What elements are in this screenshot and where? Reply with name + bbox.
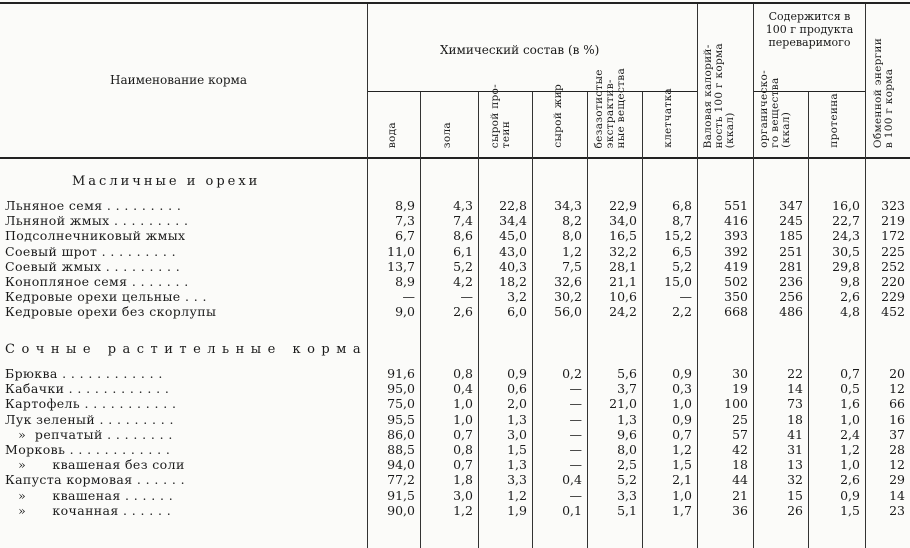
header-crude-fat: сырой жир xyxy=(552,84,564,148)
cell-value: 4,2 xyxy=(453,274,473,290)
cell-value: 86,0 xyxy=(387,426,415,442)
cell-value: 1,3 xyxy=(617,411,637,427)
header-name: Наименование корма xyxy=(110,73,247,87)
cell-value: 73 xyxy=(787,396,803,412)
table-row xyxy=(0,259,910,274)
cell-value: 0,9 xyxy=(672,411,692,427)
feed-name: Картофель . . . . . . . . . . . xyxy=(5,396,177,412)
cell-value: 0,9 xyxy=(507,366,527,382)
cell-value: 323 xyxy=(881,198,905,214)
cell-value: 32,2 xyxy=(609,243,637,259)
header-metabolic-energy: Обменной энергии в 100 г корма xyxy=(872,37,895,148)
cell-value: — xyxy=(569,487,582,503)
cell-value: 1,0 xyxy=(453,411,473,427)
cell-value: 6,7 xyxy=(395,228,415,244)
cell-value: 3,3 xyxy=(507,472,527,488)
cell-value: 1,9 xyxy=(507,502,527,518)
cell-value: 486 xyxy=(779,304,803,320)
cell-value: 44 xyxy=(732,472,748,488)
cell-value: 551 xyxy=(724,198,748,214)
cell-value: 229 xyxy=(881,289,905,305)
cell-value: — xyxy=(402,289,415,305)
cell-value: 1,0 xyxy=(453,396,473,412)
cell-value: 12 xyxy=(889,457,905,473)
cell-value: 0,9 xyxy=(840,487,860,503)
cell-value: 13,7 xyxy=(387,258,415,274)
cell-value: 1,5 xyxy=(507,442,527,458)
cell-value: 8,9 xyxy=(395,274,415,290)
cell-value: 2,1 xyxy=(672,472,692,488)
cell-value: 100 xyxy=(724,396,748,412)
cell-value: 5,6 xyxy=(617,366,637,382)
cell-value: 40,3 xyxy=(499,258,527,274)
cell-value: — xyxy=(569,457,582,473)
cell-value: 14 xyxy=(889,487,905,503)
cell-value: 18,2 xyxy=(499,274,527,290)
cell-value: 393 xyxy=(724,228,748,244)
cell-value: 5,2 xyxy=(672,258,692,274)
cell-value: 0,6 xyxy=(507,381,527,397)
cell-value: 1,0 xyxy=(840,457,860,473)
cell-value: 43,0 xyxy=(499,243,527,259)
cell-value: 11,0 xyxy=(387,243,415,259)
cell-value: 8,9 xyxy=(395,198,415,214)
cell-value: — xyxy=(569,411,582,427)
cell-value: 1,2 xyxy=(672,442,692,458)
cell-value: 1,5 xyxy=(840,502,860,518)
cell-value: 419 xyxy=(724,258,748,274)
cell-value: 5,2 xyxy=(453,258,473,274)
cell-value: 95,5 xyxy=(387,411,415,427)
cell-value: 392 xyxy=(724,243,748,259)
cell-value: 23 xyxy=(889,502,905,518)
header-rule xyxy=(0,157,910,159)
cell-value: 251 xyxy=(779,243,803,259)
section-table xyxy=(0,366,910,518)
cell-value: 9,8 xyxy=(840,274,860,290)
header-crude-protein: сырой про- теин xyxy=(489,83,512,148)
cell-value: 24,2 xyxy=(609,304,637,320)
cell-value: — xyxy=(460,289,473,305)
cell-value: 8,0 xyxy=(617,442,637,458)
cell-value: 219 xyxy=(881,213,905,229)
cell-value: 12 xyxy=(889,381,905,397)
cell-value: 220 xyxy=(881,274,905,290)
header-digestible-organic: органическо- го вещества (ккал) xyxy=(758,70,792,148)
cell-value: 0,7 xyxy=(453,457,473,473)
cell-value: 281 xyxy=(779,258,803,274)
cell-value: 1,6 xyxy=(840,396,860,412)
cell-value: 13 xyxy=(787,457,803,473)
cell-value: 15 xyxy=(787,487,803,503)
cell-value: — xyxy=(569,426,582,442)
header-fiber: клетчатка xyxy=(662,88,674,148)
table-row xyxy=(0,274,910,289)
cell-value: 6,1 xyxy=(453,243,473,259)
cell-value: 37 xyxy=(889,426,905,442)
cell-value: 36 xyxy=(732,502,748,518)
cell-value: 95,0 xyxy=(387,381,415,397)
cell-value: 30,5 xyxy=(832,243,860,259)
cell-value: 42 xyxy=(732,442,748,458)
cell-value: 34,4 xyxy=(499,213,527,229)
table-row xyxy=(0,472,910,487)
table-row xyxy=(0,427,910,442)
feed-name: Льняной жмых . . . . . . . . . xyxy=(5,213,189,229)
table-row xyxy=(0,503,910,518)
cell-value: 57 xyxy=(732,426,748,442)
cell-value: 0,7 xyxy=(840,366,860,382)
cell-value: 22,7 xyxy=(832,213,860,229)
cell-value: 45,0 xyxy=(499,228,527,244)
cell-value: 28 xyxy=(889,442,905,458)
cell-value: 18 xyxy=(732,457,748,473)
cell-value: 10,6 xyxy=(609,289,637,305)
cell-value: 21 xyxy=(732,487,748,503)
cell-value: 5,1 xyxy=(617,502,637,518)
table-row xyxy=(0,381,910,396)
cell-value: 0,7 xyxy=(672,426,692,442)
cell-value: 245 xyxy=(779,213,803,229)
cell-value: 16,5 xyxy=(609,228,637,244)
cell-value: 256 xyxy=(779,289,803,305)
cell-value: 30 xyxy=(732,366,748,382)
cell-value: 22,8 xyxy=(499,198,527,214)
cell-value: 34,3 xyxy=(554,198,582,214)
cell-value: 56,0 xyxy=(554,304,582,320)
table-row xyxy=(0,457,910,472)
cell-value: 18 xyxy=(787,411,803,427)
cell-value: 91,6 xyxy=(387,366,415,382)
cell-value: 20 xyxy=(889,366,905,382)
cell-value: 2,6 xyxy=(840,472,860,488)
top-rule xyxy=(0,2,910,4)
cell-value: 0,2 xyxy=(562,366,582,382)
cell-value: — xyxy=(569,442,582,458)
cell-value: 26 xyxy=(787,502,803,518)
cell-value: 6,0 xyxy=(507,304,527,320)
feed-name: Брюква . . . . . . . . . . . . xyxy=(5,366,163,382)
table-row xyxy=(0,488,910,503)
cell-value: 1,2 xyxy=(840,442,860,458)
cell-value: 21,0 xyxy=(609,396,637,412)
cell-value: 3,7 xyxy=(617,381,637,397)
feed-name: » кочанная . . . . . . xyxy=(5,502,172,518)
cell-value: 29 xyxy=(889,472,905,488)
cell-value: 22 xyxy=(787,366,803,382)
cell-value: 0,4 xyxy=(562,472,582,488)
cell-value: 90,0 xyxy=(387,502,415,518)
header-digestible-protein: протеина xyxy=(828,93,840,148)
cell-value: — xyxy=(679,289,692,305)
cell-value: 0,4 xyxy=(453,381,473,397)
cell-value: 3,2 xyxy=(507,289,527,305)
cell-value: 0,7 xyxy=(453,426,473,442)
cell-value: 5,2 xyxy=(617,472,637,488)
feed-name: Льняное семя . . . . . . . . . xyxy=(5,198,182,214)
feed-name: Соевый жмых . . . . . . . . . xyxy=(5,258,181,274)
cell-value: 1,3 xyxy=(507,411,527,427)
cell-value: 88,5 xyxy=(387,442,415,458)
cell-value: 9,0 xyxy=(395,304,415,320)
cell-value: 0,5 xyxy=(840,381,860,397)
cell-value: 1,0 xyxy=(840,411,860,427)
cell-value: 34,0 xyxy=(609,213,637,229)
cell-value: 14 xyxy=(787,381,803,397)
section-title: Сочные растительные корма xyxy=(5,342,368,357)
cell-value: 94,0 xyxy=(387,457,415,473)
cell-value: 6,8 xyxy=(672,198,692,214)
table-row xyxy=(0,396,910,411)
cell-value: 91,5 xyxy=(387,487,415,503)
section-table xyxy=(0,198,910,320)
header-contains: Содержится в 100 г продукта переваримого xyxy=(765,10,854,49)
table-row xyxy=(0,213,910,228)
cell-value: — xyxy=(569,381,582,397)
table-row xyxy=(0,442,910,457)
table-row xyxy=(0,244,910,259)
cell-value: 29,8 xyxy=(832,258,860,274)
cell-value: 236 xyxy=(779,274,803,290)
cell-value: 185 xyxy=(779,228,803,244)
cell-value: 1,3 xyxy=(507,457,527,473)
cell-value: 0,3 xyxy=(672,381,692,397)
table-row xyxy=(0,366,910,381)
cell-value: 15,0 xyxy=(664,274,692,290)
cell-value: 30,2 xyxy=(554,289,582,305)
cell-value: 3,0 xyxy=(507,426,527,442)
cell-value: 3,0 xyxy=(453,487,473,503)
cell-value: 7,3 xyxy=(395,213,415,229)
cell-value: 9,6 xyxy=(617,426,637,442)
cell-value: 32 xyxy=(787,472,803,488)
cell-value: 8,7 xyxy=(672,213,692,229)
table-row xyxy=(0,228,910,243)
cell-value: 7,4 xyxy=(453,213,473,229)
cell-value: 75,0 xyxy=(387,396,415,412)
cell-value: 1,2 xyxy=(562,243,582,259)
cell-value: 2,2 xyxy=(672,304,692,320)
cell-value: 1,0 xyxy=(672,396,692,412)
cell-value: 2,0 xyxy=(507,396,527,412)
cell-value: 347 xyxy=(779,198,803,214)
cell-value: 24,3 xyxy=(832,228,860,244)
cell-value: 6,5 xyxy=(672,243,692,259)
header-ash: зола xyxy=(441,121,453,148)
cell-value: 0,1 xyxy=(562,502,582,518)
cell-value: 0,9 xyxy=(672,366,692,382)
feed-name: Кедровые орехи цельные . . . xyxy=(5,289,207,305)
table-row xyxy=(0,198,910,213)
table-row xyxy=(0,289,910,304)
cell-value: 1,7 xyxy=(672,502,692,518)
cell-value: 0,8 xyxy=(453,366,473,382)
cell-value: 3,3 xyxy=(617,487,637,503)
cell-value: 22,9 xyxy=(609,198,637,214)
cell-value: 1,0 xyxy=(672,487,692,503)
feed-name: Подсолнечниковый жмых xyxy=(5,228,186,244)
table-row xyxy=(0,412,910,427)
table-row xyxy=(0,304,910,319)
feed-name: Кабачки . . . . . . . . . . . . xyxy=(5,381,170,397)
cell-value: 28,1 xyxy=(609,258,637,274)
feed-name: » квашеная без соли xyxy=(5,457,185,473)
cell-value: 31 xyxy=(787,442,803,458)
cell-value: 15,2 xyxy=(664,228,692,244)
feed-name: Кедровые орехи без скорлупы xyxy=(5,304,217,320)
section-title: Масличные и орехи xyxy=(72,174,261,189)
cell-value: 1,2 xyxy=(453,502,473,518)
cell-value: 1,2 xyxy=(507,487,527,503)
cell-value: 668 xyxy=(724,304,748,320)
feed-name: Коноплянoe семя . . . . . . . xyxy=(5,274,189,290)
cell-value: 8,2 xyxy=(562,213,582,229)
header-chem: Химический состав (в %) xyxy=(440,43,600,57)
cell-value: 77,2 xyxy=(387,472,415,488)
feed-name: » квашеная . . . . . . xyxy=(5,487,174,503)
cell-value: 2,6 xyxy=(453,304,473,320)
cell-value: 8,6 xyxy=(453,228,473,244)
cell-value: 4,3 xyxy=(453,198,473,214)
feed-name: Лук зеленый . . . . . . . . . xyxy=(5,411,174,427)
cell-value: 25 xyxy=(732,411,748,427)
feed-name: Капуста кормовая . . . . . . xyxy=(5,472,185,488)
cell-value: 16 xyxy=(889,411,905,427)
cell-value: 252 xyxy=(881,258,905,274)
cell-value: 32,6 xyxy=(554,274,582,290)
cell-value: 7,5 xyxy=(562,258,582,274)
cell-value: 8,0 xyxy=(562,228,582,244)
cell-value: 66 xyxy=(889,396,905,412)
cell-value: 19 xyxy=(732,381,748,397)
cell-value: 350 xyxy=(724,289,748,305)
header-nfe: безазотистые экстрактив- ные вещества xyxy=(593,67,627,148)
header-water: вода xyxy=(386,121,398,148)
cell-value: 2,6 xyxy=(840,289,860,305)
cell-value: 16,0 xyxy=(832,198,860,214)
cell-value: 502 xyxy=(724,274,748,290)
cell-value: 41 xyxy=(787,426,803,442)
cell-value: 1,5 xyxy=(672,457,692,473)
cell-value: 4,8 xyxy=(840,304,860,320)
cell-value: — xyxy=(569,396,582,412)
feed-name: Соевый шрот . . . . . . . . . xyxy=(5,243,176,259)
cell-value: 2,4 xyxy=(840,426,860,442)
cell-value: 172 xyxy=(881,228,905,244)
cell-value: 452 xyxy=(881,304,905,320)
cell-value: 0,8 xyxy=(453,442,473,458)
cell-value: 416 xyxy=(724,213,748,229)
feed-name: » репчатый . . . . . . . . xyxy=(5,426,173,442)
header-gross-energy: Валовая калорий- ность 100 г корма (ккал) xyxy=(702,42,736,148)
feed-name: Морковь . . . . . . . . . . . . xyxy=(5,442,171,458)
cell-value: 225 xyxy=(881,243,905,259)
cell-value: 21,1 xyxy=(609,274,637,290)
cell-value: 1,8 xyxy=(453,472,473,488)
cell-value: 2,5 xyxy=(617,457,637,473)
